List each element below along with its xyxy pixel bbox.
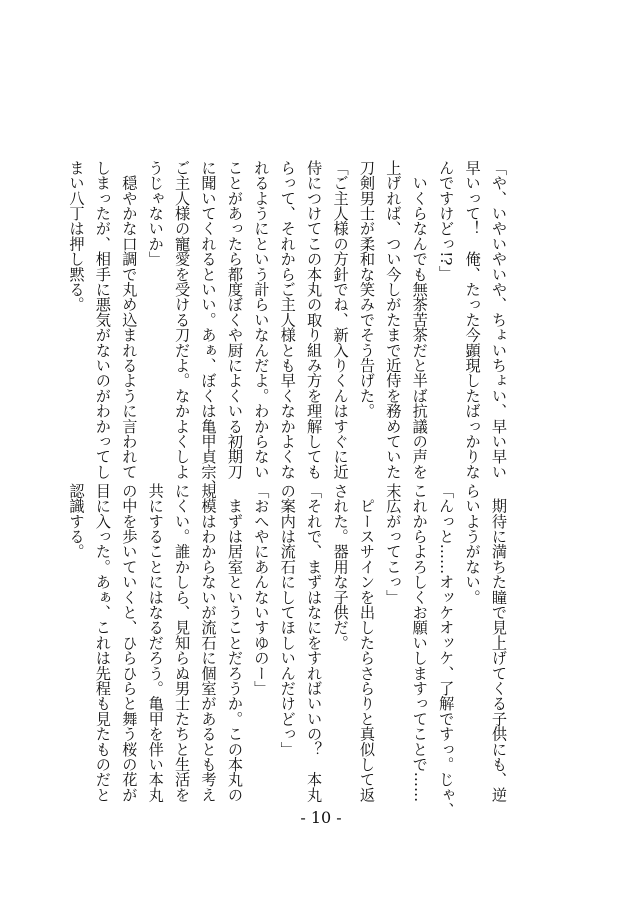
page-number: - 10 - xyxy=(300,808,342,827)
text-line: 「や、いやいやいや、ちょいちょい、早い早い xyxy=(490,160,508,480)
text-line: これからよろしくお願いしますってことで…… xyxy=(410,483,429,803)
text-line: に聞いてくれるといい。あぁ、ぼくは亀甲貞宗、 xyxy=(199,160,218,495)
text-line: んですけどっ!?」 xyxy=(437,160,456,281)
text-line: の中を歩いていくと、ひらひらと舞う桜の花が xyxy=(120,483,139,803)
text-line: 共にすることにはなるだろう。亀甲を伴い本丸 xyxy=(146,483,165,803)
text-line: 刀剣男士が柔和な笑みでそう告げた。 xyxy=(357,160,376,419)
text-line: 末広がってこっ」 xyxy=(384,483,403,605)
text-line: まずは居室ということだろうか。この本丸の xyxy=(225,483,244,803)
text-line: しまったが、相手に悪気がないのがわかってし xyxy=(93,160,112,480)
text-line: まい八丁は押し黙る。 xyxy=(67,160,86,312)
text-line: 規模はわからないが流石に個室があるとも考え xyxy=(199,483,218,803)
text-line: 上げれば、つい今しがたまで近侍を務めていた xyxy=(384,160,403,480)
text-line: ことがあったら都度ぼくや厨によくいる初期刀 xyxy=(225,160,244,480)
text-line: 目に入った。あぁ、これは先程も見たものだと xyxy=(93,483,112,803)
text-line: らいようがない。 xyxy=(463,483,482,605)
text-line: 「おへやにあんないすゆのー」 xyxy=(252,483,271,696)
text-line: うじゃないか」 xyxy=(146,160,165,267)
text-line: の案内は流石にしてほしいんだけどっ」 xyxy=(278,483,297,757)
upper-text-block xyxy=(63,160,512,495)
text-line: 期待に満ちた瞳で見上げてくる子供にも、逆 xyxy=(490,483,508,803)
text-line: 「ご主人様の方針でね、新入りくんはすぐに近 xyxy=(331,160,350,480)
text-line: れるようにという計らいなんだよ。わからない xyxy=(252,160,271,480)
text-line: いくらなんでも無茶苦茶だと半ば抗議の声を xyxy=(410,160,429,480)
text-line: ご主人様の寵愛を受ける刀だよ。なかよくしよ xyxy=(173,160,192,480)
text-line: にくい。誰かしら、見知らぬ男士たちと生活を xyxy=(173,483,192,803)
text-line: 穏やかな口調で丸め込まれるように言われて xyxy=(120,160,139,480)
text-line: ピースサインを出したらさらりと真似して返 xyxy=(357,483,376,803)
text-line: 認識する。 xyxy=(67,483,86,559)
text-line: 早いって！ 俺、たった今顕現したばっかりな xyxy=(463,160,482,480)
text-line: 「それで、まずはなにをすればいいの？ 本丸 xyxy=(305,483,324,803)
text-line: された。器用な子供だ。 xyxy=(331,483,350,651)
text-line: 「んっと……オッケオッケ、了解ですっ。じゃ、 xyxy=(437,483,456,818)
text-line: 侍につけてこの本丸の取り組み方を理解しても xyxy=(305,160,324,480)
text-line: らって、それからご主人様とも早くなかよくな xyxy=(278,160,297,480)
